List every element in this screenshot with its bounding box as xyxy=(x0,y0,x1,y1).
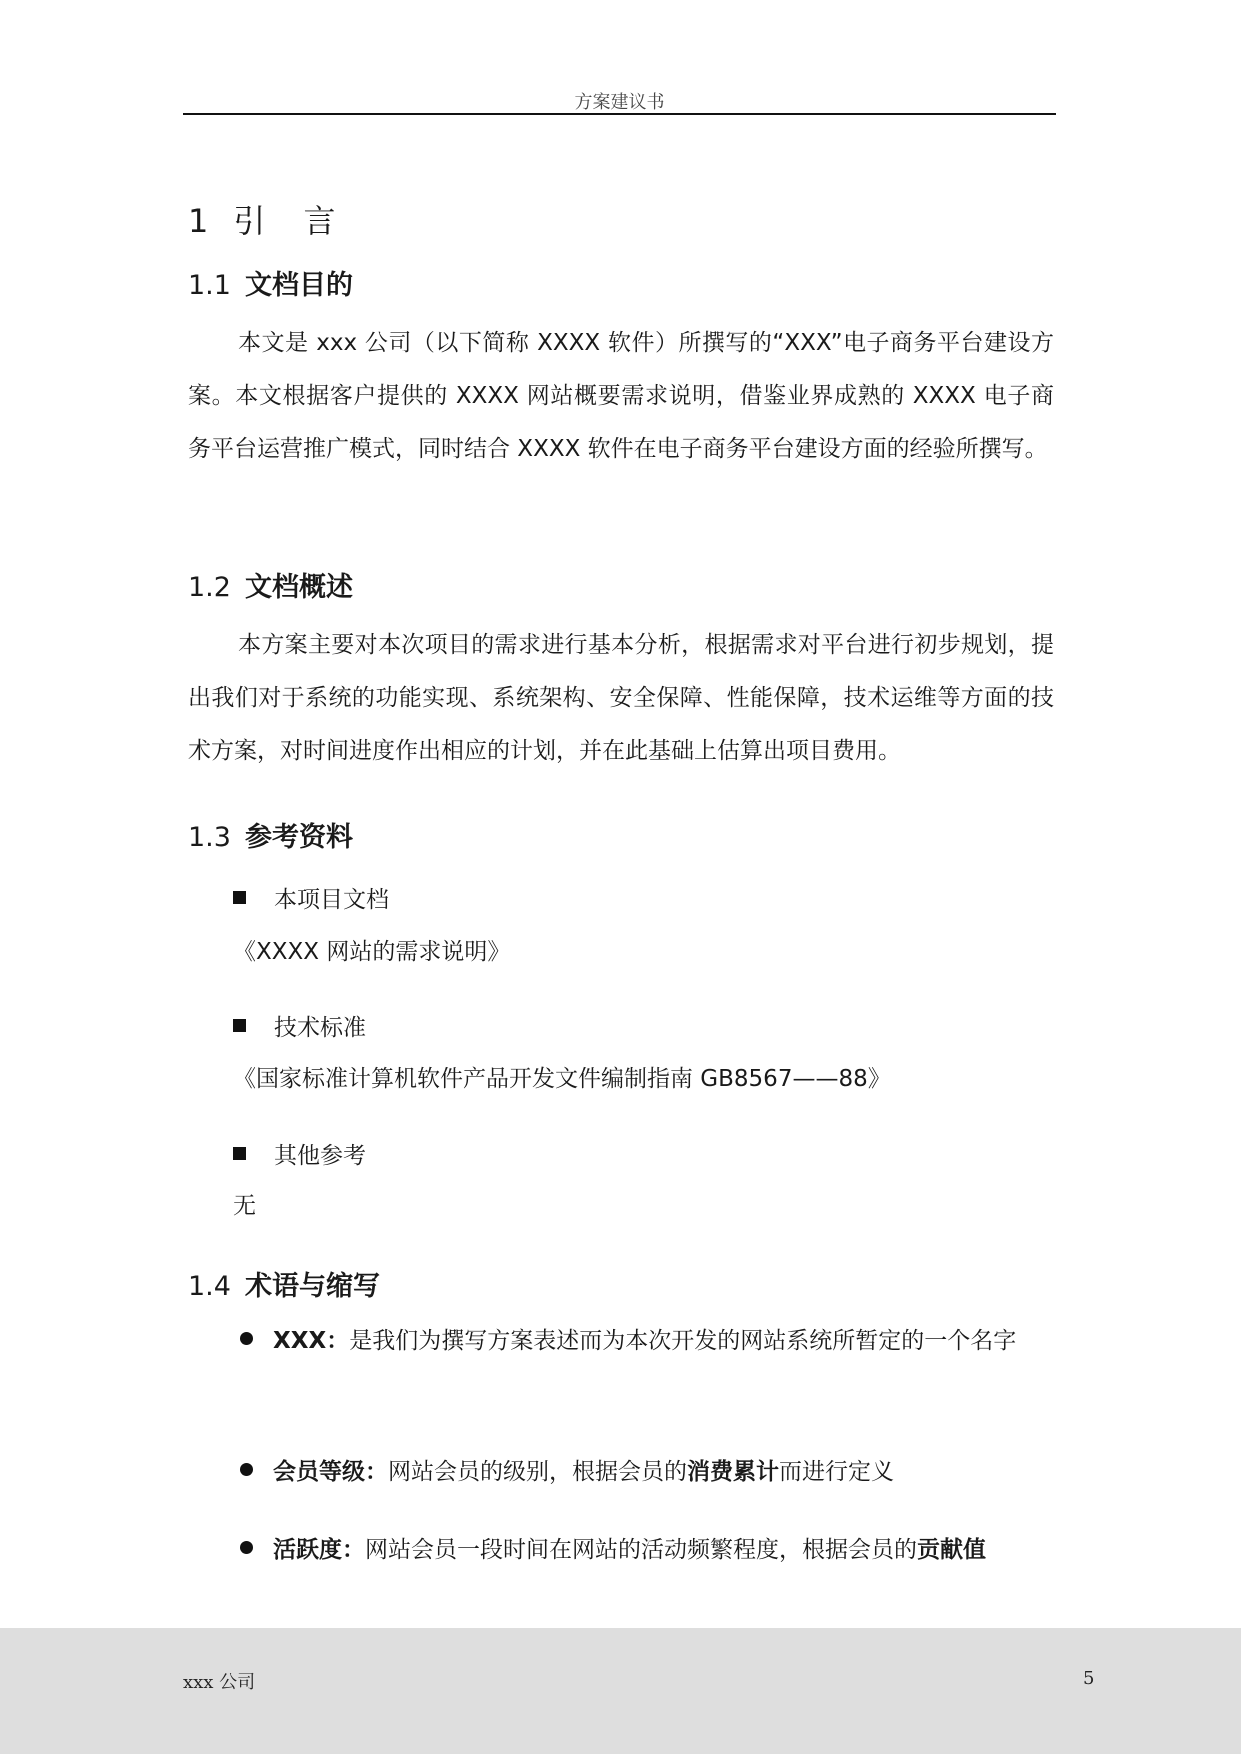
subsection-heading-1-3 xyxy=(188,815,353,854)
term-item xyxy=(240,1308,1048,1374)
subsection-number: 1.2 xyxy=(188,572,231,603)
subsection-heading-1-4 xyxy=(188,1264,380,1303)
reference-detail: 《XXXX 网站的需求说明》 xyxy=(233,939,511,965)
term-emphasis: 消费累计 xyxy=(687,1459,779,1485)
round-bullet-icon xyxy=(240,1463,253,1476)
subsection-title: 文档概述 xyxy=(244,572,353,603)
term-emphasis: 贡献值 xyxy=(917,1537,986,1563)
subsection-heading-1-1 xyxy=(188,263,353,302)
reference-label: 技术标准 xyxy=(274,1015,366,1041)
subsection-title: 文档目的 xyxy=(244,270,353,301)
page-header: 方案建议书 xyxy=(574,92,665,113)
term-key: 会员等级： xyxy=(273,1459,388,1485)
subsection-title: 术语与缩写 xyxy=(244,1271,380,1302)
term-item xyxy=(240,1517,1060,1583)
term-key: 活跃度： xyxy=(273,1537,365,1563)
section-number: 1 xyxy=(188,202,210,240)
reference-item xyxy=(233,1009,366,1042)
reference-item xyxy=(233,881,389,914)
section-heading-1 xyxy=(188,196,350,242)
subsection-number: 1.4 xyxy=(188,1271,231,1302)
paragraph-document-overview: 本方案主要对本次项目的需求进行基本分析，根据需求对平台进行初步规划，提出我们对于系统的功能实现、系统架构、安全保障、性能保障，技术运维等方面的技术方案，对时间进度作出相应的计划，并在此基础上估算出项目费用。 xyxy=(188,632,1054,764)
term-text: 网站会员的级别，根据会员的 xyxy=(388,1459,687,1485)
footer-company: xxx 公司 xyxy=(183,1672,256,1693)
term-text: 是我们为撰写方案表述而为本次开发的网站系统所暂定的一个名字 xyxy=(349,1328,1017,1354)
round-bullet-icon xyxy=(240,1541,253,1554)
section-title: 引 言 xyxy=(233,202,350,240)
term-tail: 而进行定义 xyxy=(779,1459,894,1485)
reference-detail: 《国家标准计算机软件产品开发文件编制指南 GB8567——88》 xyxy=(233,1066,891,1092)
reference-label: 其他参考 xyxy=(274,1143,366,1169)
reference-item xyxy=(233,1137,366,1170)
subsection-number: 1.3 xyxy=(188,822,231,853)
square-bullet-icon xyxy=(233,891,246,904)
page-number: 5 xyxy=(1083,1668,1095,1689)
square-bullet-icon xyxy=(233,1147,246,1160)
subsection-heading-1-2 xyxy=(188,565,353,604)
paragraph-document-purpose: 本文是 xxx 公司（以下简称 XXXX 软件）所撰写的“XXX”电子商务平台建设方案。本文根据客户提供的 XXXX 网站概要需求说明，借鉴业界成熟的 XXXX 电子商务平台运营推广模式，同时结合 XXXX 软件在电子商务平台建设方面的经验所撰写。 xyxy=(188,330,1054,462)
page-footer xyxy=(0,1628,1241,1754)
term-text: 网站会员一段时间在网站的活动频繁程度，根据会员的 xyxy=(365,1537,917,1563)
term-key: XXX： xyxy=(273,1328,350,1354)
square-bullet-icon xyxy=(233,1019,246,1032)
subsection-number: 1.1 xyxy=(188,270,231,301)
round-bullet-icon xyxy=(240,1332,253,1345)
reference-detail: 无 xyxy=(233,1193,256,1219)
reference-label: 本项目文档 xyxy=(274,887,389,913)
subsection-title: 参考资料 xyxy=(244,822,353,853)
term-item xyxy=(240,1439,1060,1505)
header-divider xyxy=(183,113,1056,115)
